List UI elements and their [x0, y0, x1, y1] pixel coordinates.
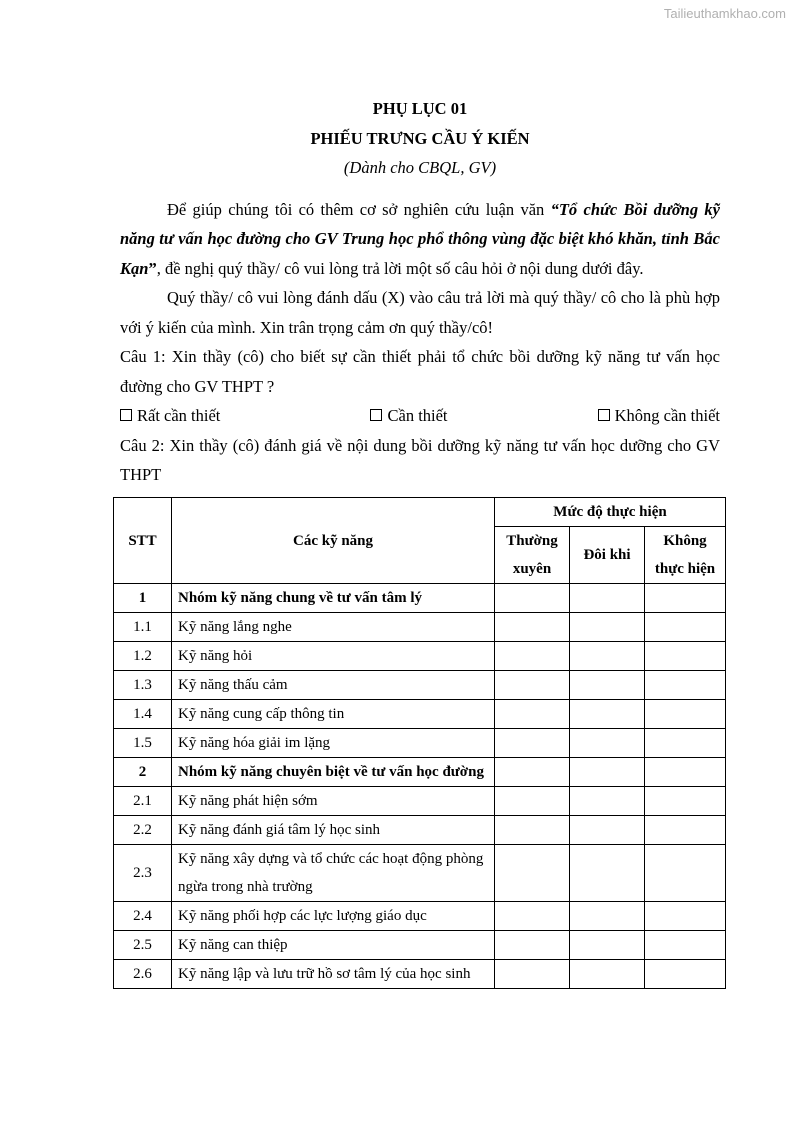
answer-cell-often[interactable] [495, 671, 570, 700]
answer-cell-often[interactable] [495, 902, 570, 931]
row-skill: Kỹ năng hóa giải im lặng [172, 729, 495, 758]
skills-table-body [114, 584, 726, 989]
row-stt: 1.3 [114, 671, 172, 700]
answer-cell-never[interactable] [645, 845, 726, 902]
question-2: Câu 2: Xin thầy (cô) đánh giá về nội dung bồi dưỡng kỹ năng tư vấn học dưỡng cho GV THPT [120, 435, 720, 484]
table-row [114, 816, 726, 845]
row-stt: 2.1 [114, 787, 172, 816]
header-never-line2: thực hiện [654, 561, 716, 577]
header-often [495, 527, 570, 584]
thesis-title-close: ” [148, 258, 157, 278]
answer-cell-sometimes[interactable] [570, 960, 645, 989]
answer-cell-sometimes[interactable] [570, 584, 645, 613]
table-row [114, 584, 726, 613]
header-level: Mức độ thực hiện [495, 498, 726, 527]
header-skill: Các kỹ năng [172, 498, 495, 584]
option-label: Không cần thiết [614, 406, 720, 425]
row-skill: Nhóm kỹ năng chung về tư vấn tâm lý [172, 584, 495, 613]
row-skill: Kỹ năng xây dựng và tổ chức các hoạt động phòng ngừa trong nhà trường [172, 845, 495, 902]
row-skill: Kỹ năng can thiệp [172, 931, 495, 960]
answer-cell-often[interactable] [495, 613, 570, 642]
row-skill: Kỹ năng cung cấp thông tin [172, 700, 495, 729]
answer-cell-often[interactable] [495, 931, 570, 960]
row-stt: 2.6 [114, 960, 172, 989]
answer-cell-never[interactable] [645, 931, 726, 960]
header-never-line1: Không [663, 533, 707, 549]
document-page [120, 94, 720, 490]
checkbox-icon[interactable] [598, 409, 610, 421]
answer-cell-often[interactable] [495, 584, 570, 613]
header-stt: STT [114, 498, 172, 584]
table-row [114, 902, 726, 931]
form-title: PHIẾU TRƯNG CẦU Ý KIẾN [310, 128, 530, 148]
header-often-line1: Thường [506, 533, 558, 549]
table-row [114, 700, 726, 729]
answer-cell-sometimes[interactable] [570, 816, 645, 845]
row-stt: 1.2 [114, 642, 172, 671]
table-row [114, 758, 726, 787]
answer-cell-never[interactable] [645, 642, 726, 671]
table-row [114, 960, 726, 989]
row-skill: Kỹ năng hỏi [172, 642, 495, 671]
table-row [114, 671, 726, 700]
option-necessary[interactable] [370, 401, 447, 431]
answer-cell-never[interactable] [645, 671, 726, 700]
row-stt: 2.4 [114, 902, 172, 931]
row-stt: 1.5 [114, 729, 172, 758]
row-stt: 2.5 [114, 931, 172, 960]
answer-cell-never[interactable] [645, 758, 726, 787]
header-sometimes: Đôi khi [570, 527, 645, 584]
answer-cell-never[interactable] [645, 787, 726, 816]
intro-part3: , đề nghị quý thầy/ cô vui lòng trả lời một số câu hỏi ở nội dung dưới đây. [156, 258, 644, 278]
answer-cell-never[interactable] [645, 902, 726, 931]
instruction-paragraph: Quý thầy/ cô vui lòng đánh dấu (X) vào câu trả lời mà quý thầy/ cô cho là phù hợp với ý kiến của mình. Xin trân trọng cảm ơn quý thầy/cô! [120, 288, 720, 337]
table-row [114, 845, 726, 902]
appendix-title: PHỤ LỤC 01 [372, 99, 468, 118]
answer-cell-often[interactable] [495, 845, 570, 902]
answer-cell-never[interactable] [645, 700, 726, 729]
answer-cell-sometimes[interactable] [570, 787, 645, 816]
option-label: Rất cần thiết [137, 406, 221, 425]
row-skill: Kỹ năng lập và lưu trữ hồ sơ tâm lý của học sinh [172, 960, 495, 989]
row-stt: 2 [114, 758, 172, 787]
option-not-necessary[interactable] [598, 401, 720, 431]
answer-cell-sometimes[interactable] [570, 613, 645, 642]
watermark: Tailieuthamkhao.com [663, 6, 786, 21]
checkbox-icon[interactable] [370, 409, 382, 421]
header-often-line2: xuyên [512, 561, 552, 577]
answer-cell-never[interactable] [645, 729, 726, 758]
answer-cell-sometimes[interactable] [570, 902, 645, 931]
intro-paragraph [120, 195, 720, 284]
answer-cell-often[interactable] [495, 642, 570, 671]
row-skill: Kỹ năng phối hợp các lực lượng giáo dục [172, 902, 495, 931]
row-stt: 2.3 [114, 845, 172, 902]
answer-cell-never[interactable] [645, 613, 726, 642]
answer-cell-often[interactable] [495, 700, 570, 729]
header-never [645, 527, 726, 584]
answer-cell-never[interactable] [645, 960, 726, 989]
answer-cell-sometimes[interactable] [570, 845, 645, 902]
row-stt: 1.1 [114, 613, 172, 642]
answer-cell-often[interactable] [495, 816, 570, 845]
answer-cell-often[interactable] [495, 729, 570, 758]
table-row [114, 787, 726, 816]
answer-cell-often[interactable] [495, 960, 570, 989]
row-skill: Kỹ năng lắng nghe [172, 613, 495, 642]
thesis-title: “Tổ chức Bồi dưỡng kỹ năng tư vấn học đường cho GV Trung học phổ thông vùng đặc biệt khó khăn, tỉnh Bắc Kạn [120, 199, 720, 278]
table-row [114, 931, 726, 960]
table-row [114, 613, 726, 642]
answer-cell-sometimes[interactable] [570, 931, 645, 960]
answer-cell-sometimes[interactable] [570, 671, 645, 700]
checkbox-icon[interactable] [120, 409, 132, 421]
answer-cell-never[interactable] [645, 816, 726, 845]
question-1: Câu 1: Xin thầy (cô) cho biết sự cần thiết phải tổ chức bồi dưỡng kỹ năng tư vấn học đường cho GV THPT ? [120, 347, 720, 396]
answer-cell-sometimes[interactable] [570, 729, 645, 758]
answer-cell-never[interactable] [645, 584, 726, 613]
row-stt: 1 [114, 584, 172, 613]
option-label: Cần thiết [387, 406, 448, 425]
row-skill: Kỹ năng phát hiện sớm [172, 787, 495, 816]
answer-cell-sometimes[interactable] [570, 758, 645, 787]
row-stt: 1.4 [114, 700, 172, 729]
row-skill: Nhóm kỹ năng chuyên biệt về tư vấn học đường [172, 758, 495, 787]
answer-cell-sometimes[interactable] [570, 642, 645, 671]
option-very-necessary[interactable] [120, 401, 220, 431]
answer-cell-often[interactable] [495, 787, 570, 816]
intro-part1: Để giúp chúng tôi có thêm cơ sở nghiên cứu luận văn [167, 199, 551, 219]
question-1-options [120, 401, 720, 431]
row-skill: Kỹ năng thấu cảm [172, 671, 495, 700]
answer-cell-often[interactable] [495, 758, 570, 787]
answer-cell-sometimes[interactable] [570, 700, 645, 729]
form-subtitle: (Dành cho CBQL, GV) [343, 158, 497, 177]
row-skill: Kỹ năng đánh giá tâm lý học sinh [172, 816, 495, 845]
table-row [114, 642, 726, 671]
table-row [114, 729, 726, 758]
row-stt: 2.2 [114, 816, 172, 845]
skills-table [113, 497, 726, 989]
